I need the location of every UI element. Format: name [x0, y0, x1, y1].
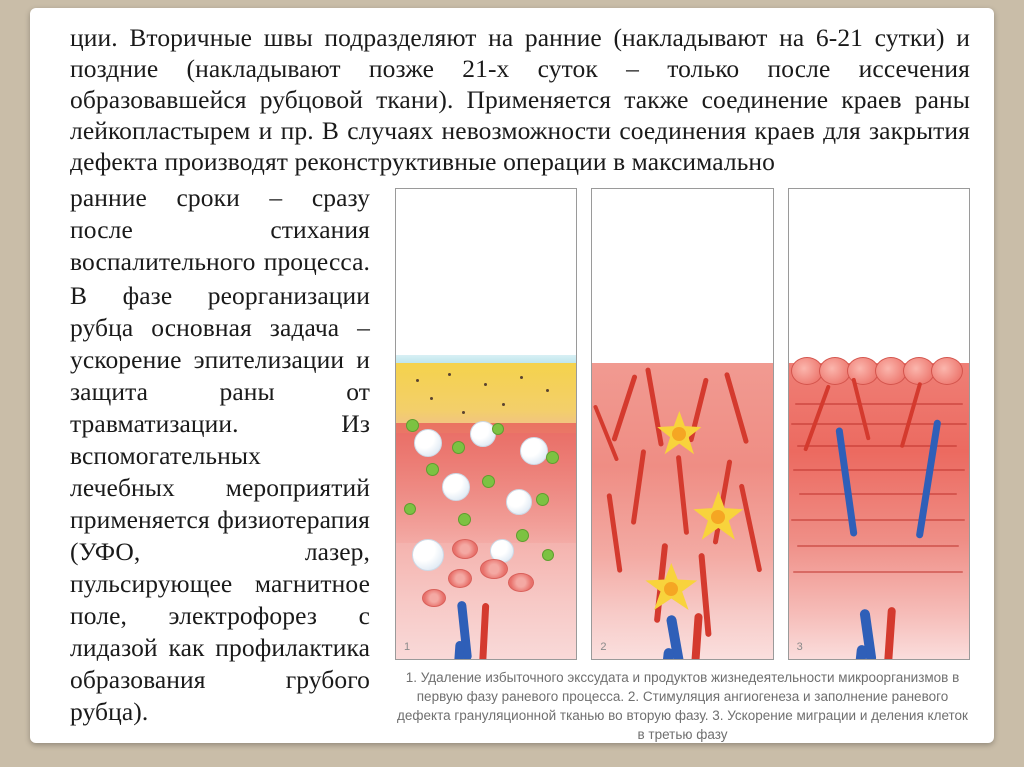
- body-paragraph-top: ции. Вторичные швы подразделяют на ранние (накладывают на 6-21 сутки) и поздние (накладывают позже 21-х суток – только после иссечения образовавшейся рубцовой ткани). Применяется также соединение краев раны лейкопластырем и пр. В случаях невозможности соединения краев для закрытия дефекта производят реконструктивные операции в максимально: [70, 23, 970, 176]
- panel1-leukocyte: [442, 473, 470, 501]
- panel1-debris: [416, 379, 419, 382]
- panel3-collagen-fiber: [791, 519, 965, 521]
- figure-panel-1: [395, 188, 577, 660]
- panel1-microorganism: [426, 463, 439, 476]
- panel1-debris: [484, 383, 487, 386]
- panel2-background: [592, 189, 772, 361]
- panel1-debris: [520, 376, 523, 379]
- panel1-erythrocyte: [480, 559, 508, 579]
- panel1-debris: [502, 403, 505, 406]
- left-paragraph-2: В фазе реорганизации рубца основная задача – ускорение эпителизации и защита раны от травматизации. Из вспомогательных лечебных мероприятий применяется физиотерапия (УФО, лазер, пульсирующее магнитное поле, электрофорез с лидазой как профилактика образования грубого рубца).: [70, 281, 370, 726]
- panel1-microorganism: [458, 513, 471, 526]
- panel3-epithelializing-tissue: [789, 363, 969, 659]
- panel1-leukocyte: [412, 539, 444, 571]
- figure-caption: 1. Удаление избыточного экссудата и продуктов жизнедеятельности микроорганизмов в первую фазу раневого процесса. 2. Стимуляция ангиогенеза и заполнение раневого дефекта грануляционной тканью во вторую фазу. 3. Ускорение миграции и деления клеток в третью фазу: [397, 670, 968, 742]
- panel1-microorganism: [452, 441, 465, 454]
- panel1-leukocyte: [506, 489, 532, 515]
- panel1-exudate-layer: [396, 355, 576, 363]
- panel1-leukocyte: [414, 429, 442, 457]
- figure-panel-2: [591, 188, 773, 660]
- panel3-epithelial-cell: [903, 357, 935, 385]
- panel-number-1: 1: [404, 641, 411, 653]
- panel1-debris: [448, 373, 451, 376]
- panel3-epithelial-cell: [875, 357, 907, 385]
- left-paragraph-1: ранние сроки – сразу после стихания воспалительного процесса.: [70, 183, 370, 276]
- panel3-epithelial-cell: [791, 357, 823, 385]
- panel1-debris: [430, 397, 433, 400]
- panel3-tissue-fill: [789, 363, 969, 659]
- panel1-debris: [546, 389, 549, 392]
- panel1-erythrocyte: [422, 589, 446, 607]
- panel1-erythrocyte: [448, 569, 472, 588]
- panel1-dermis: [396, 363, 576, 659]
- panel3-collagen-fiber: [799, 493, 957, 495]
- panel2-granulation-tissue: [592, 363, 772, 659]
- slide: [30, 8, 994, 743]
- panel3-background: [789, 189, 969, 361]
- panel-number-2: 2: [600, 641, 607, 653]
- figure-panels: [395, 188, 970, 660]
- panel3-epithelial-cell: [931, 357, 963, 385]
- panel1-microorganism: [404, 503, 416, 515]
- panel1-erythrocyte: [508, 573, 534, 592]
- panel1-microorganism: [536, 493, 549, 506]
- panel1-microorganism: [542, 549, 554, 561]
- panel1-microorganism: [492, 423, 504, 435]
- panel1-background: [396, 189, 576, 361]
- panel1-microorganism: [546, 451, 559, 464]
- panel1-microorganism: [406, 419, 419, 432]
- left-text-column: [70, 182, 370, 728]
- panel-number-3: 3: [796, 641, 803, 653]
- figure: [395, 188, 970, 743]
- figure-panel-3: [788, 188, 970, 660]
- panel1-leukocyte: [520, 437, 548, 465]
- panel3-collagen-fiber: [793, 571, 963, 573]
- slide-content: [70, 22, 970, 742]
- panel1-debris: [462, 411, 465, 414]
- panel1-microorganism: [482, 475, 495, 488]
- panel1-microorganism: [516, 529, 529, 542]
- panel1-erythrocyte: [452, 539, 478, 559]
- panel3-collagen-fiber: [797, 545, 959, 547]
- columns-region: [70, 182, 970, 742]
- panel3-epithelial-cell: [819, 357, 851, 385]
- panel3-collagen-fiber: [793, 469, 965, 471]
